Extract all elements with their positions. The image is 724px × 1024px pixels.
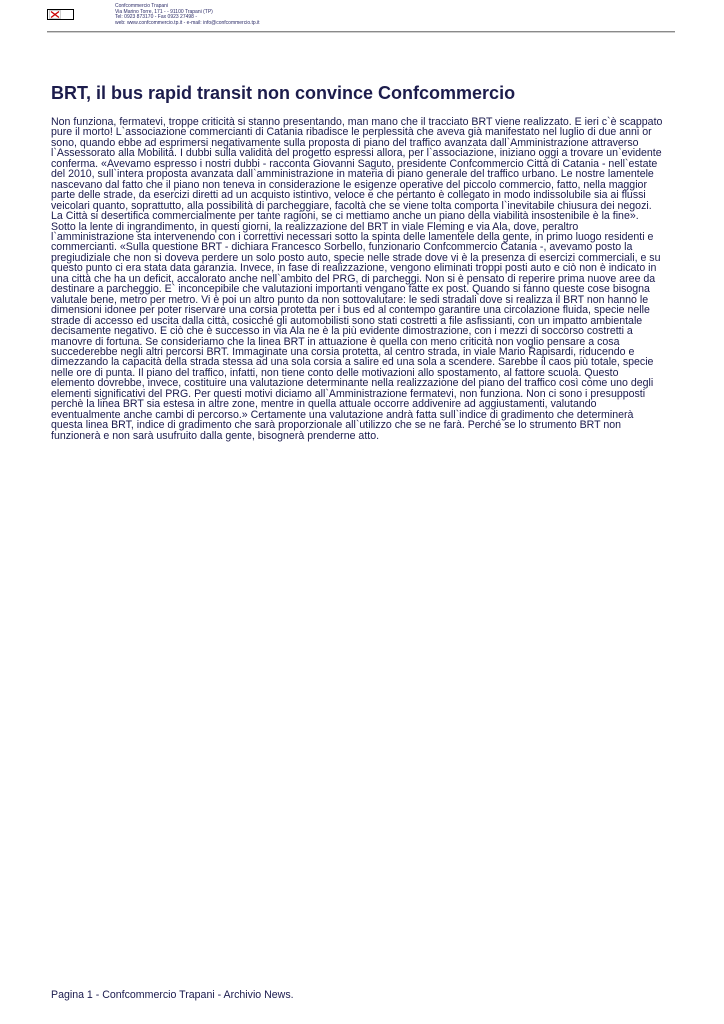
org-web: web: www.confcommercio.tp.it - e-mail: info@confcommercio.tp.it xyxy=(115,19,260,26)
page-footer: Pagina 1 - Confcommercio Trapani - Archivio News. xyxy=(51,989,294,1001)
org-phone: Tel: 0923 873170 - Fax 0923 27498 - xyxy=(115,14,198,20)
broken-image-icon xyxy=(49,10,61,19)
header-divider xyxy=(47,31,675,33)
letterhead-info xyxy=(115,4,260,26)
org-address: Via Marino Torre, 171 - - 91100 Trapani (TP) xyxy=(115,8,213,15)
article-title: BRT, il bus rapid transit non convince Confcommercio xyxy=(51,83,516,103)
org-name: Confcommercio Trapani xyxy=(115,3,169,9)
logo-placeholder xyxy=(47,9,74,20)
article-body: Non funziona, fermatevi, troppe criticità si stanno presentando, man mano che il tracciato BRT viene realizzato. E ieri c`è scappato pure il morto! L`associazione commercianti di Catania ribadisce le perplessità che aveva già manifestato nel luglio di due anni or sono, quando ebbe ad esprimersi negativamente sulla proposta di piano del traffico avanzata dall`Amministrazione attraverso l`Assessorato alla Mobilità. I dubbi sulla validità del progetto espressi allora, per l`associazione, iniziano oggi a trovare un`evidente conferma. «Avevamo espresso i nostri dubbi - racconta Giovanni Saguto, presidente Confcommercio Città di Catania - nell`estate del 2010, sull`intera proposta avanzata dall`amministrazione in materia di piano generale del traffico urbano. Le nostre lamentele nascevano dal fatto che il piano non teneva in considerazione le esigenze operative del piccolo commercio, fatto, nella maggior parte delle strade, da esercizi diretti ad un acquisto istintivo, veloce e che pertanto è collegato in modo indissolubile sia ai flussi veicolari quanto, soprattutto, alla possibilità di parcheggiare, facoltà che se viene tolta comporta l`inevitabile chiusura dei negozi. La Città si desertifica commercialmente per tante ragioni, se ci mettiamo anche un piano della viabilità insostenibile è la fine». Sotto la lente di ingrandimento, in questi giorni, la realizzazione del BRT in viale Fleming e via Ala, dove, peraltro l`amministrazione sta intervenendo con i correttivi necessari sotto la spinta delle lamentele della gente, in primo luogo residenti e commercianti. «Sulla questione BRT - dichiara Francesco Sorbello, funzionario Confcommercio Catania -, avevamo posto la pregiudiziale che non si doveva perdere un solo posto auto, specie nelle strade dove vi è la presenza di esercizi commerciali, e su questo punto ci era stata data garanzia. Invece, in fase di realizzazione, vengono eliminati troppi posti auto e ciò non è indicato in una città che ha un deficit, accalorato anche nell`ambito del PRG, di parcheggi. Non si è pensato di reperire prima nuove aree da destinare a parcheggio. E` inconcepibile che valutazioni importanti vengano fatte ex post. Quando si fanno queste cose bisogna valutale bene, metro per metro. Vi è poi un altro punto da non sottovalutare: le sedi stradali dove si realizza il BRT non hanno le dimensioni idonee per poter riservare una corsia protetta per i bus ed al contempo garantire una circolazione fluida, specie nelle strade di accesso ed uscita dalla città, cosicché gli automobilisti sono stati costretti a file asfissianti, con un impatto ambientale decisamente negativo. E ciò che è successo in via Ala ne è la più evidente dimostrazione, con i mezzi di soccorso costretti a manovre di fortuna. Se consideriamo che la linea BRT in attuazione è quella con meno criticità non voglio pensare a cosa succederebbe negli altri percorsi BRT. Immaginate una corsia protetta, al centro strada, in viale Mario Rapisardi, riducendo e dimezzando la capacità della strada stessa ad una sola corsia a salire ed una sola a scendere. Sarebbe il caos più totale, specie nelle ore di punta. Il piano del traffico, infatti, non tiene conto delle motivazioni allo spostamento, al fattore scuola. Questo elemento dovrebbe, invece, costituire una valutazione determinante nella realizzazione del piano del traffico così come uno degli elementi significativi del PRG. Per questi motivi diciamo all`Amministrazione fermatevi, non funziona. Non ci sono i presupposti perchè la linea BRT sia estesa in altre zone, mentre in quella attuale occorre addivenire ad aggiustamenti, valutando eventualmente anche cambi di percorso.» Certamente una valutazione andrà fatta sull`indice di gradimento che determinerà questa linea BRT, indice di gradimento che sarà proporzionale all`utilizzo che se ne farà. Perché se lo strumento BRT non funzionerà e non sarà usufruito dalla gente, bisognerà prenderne atto. xyxy=(51,116,663,442)
